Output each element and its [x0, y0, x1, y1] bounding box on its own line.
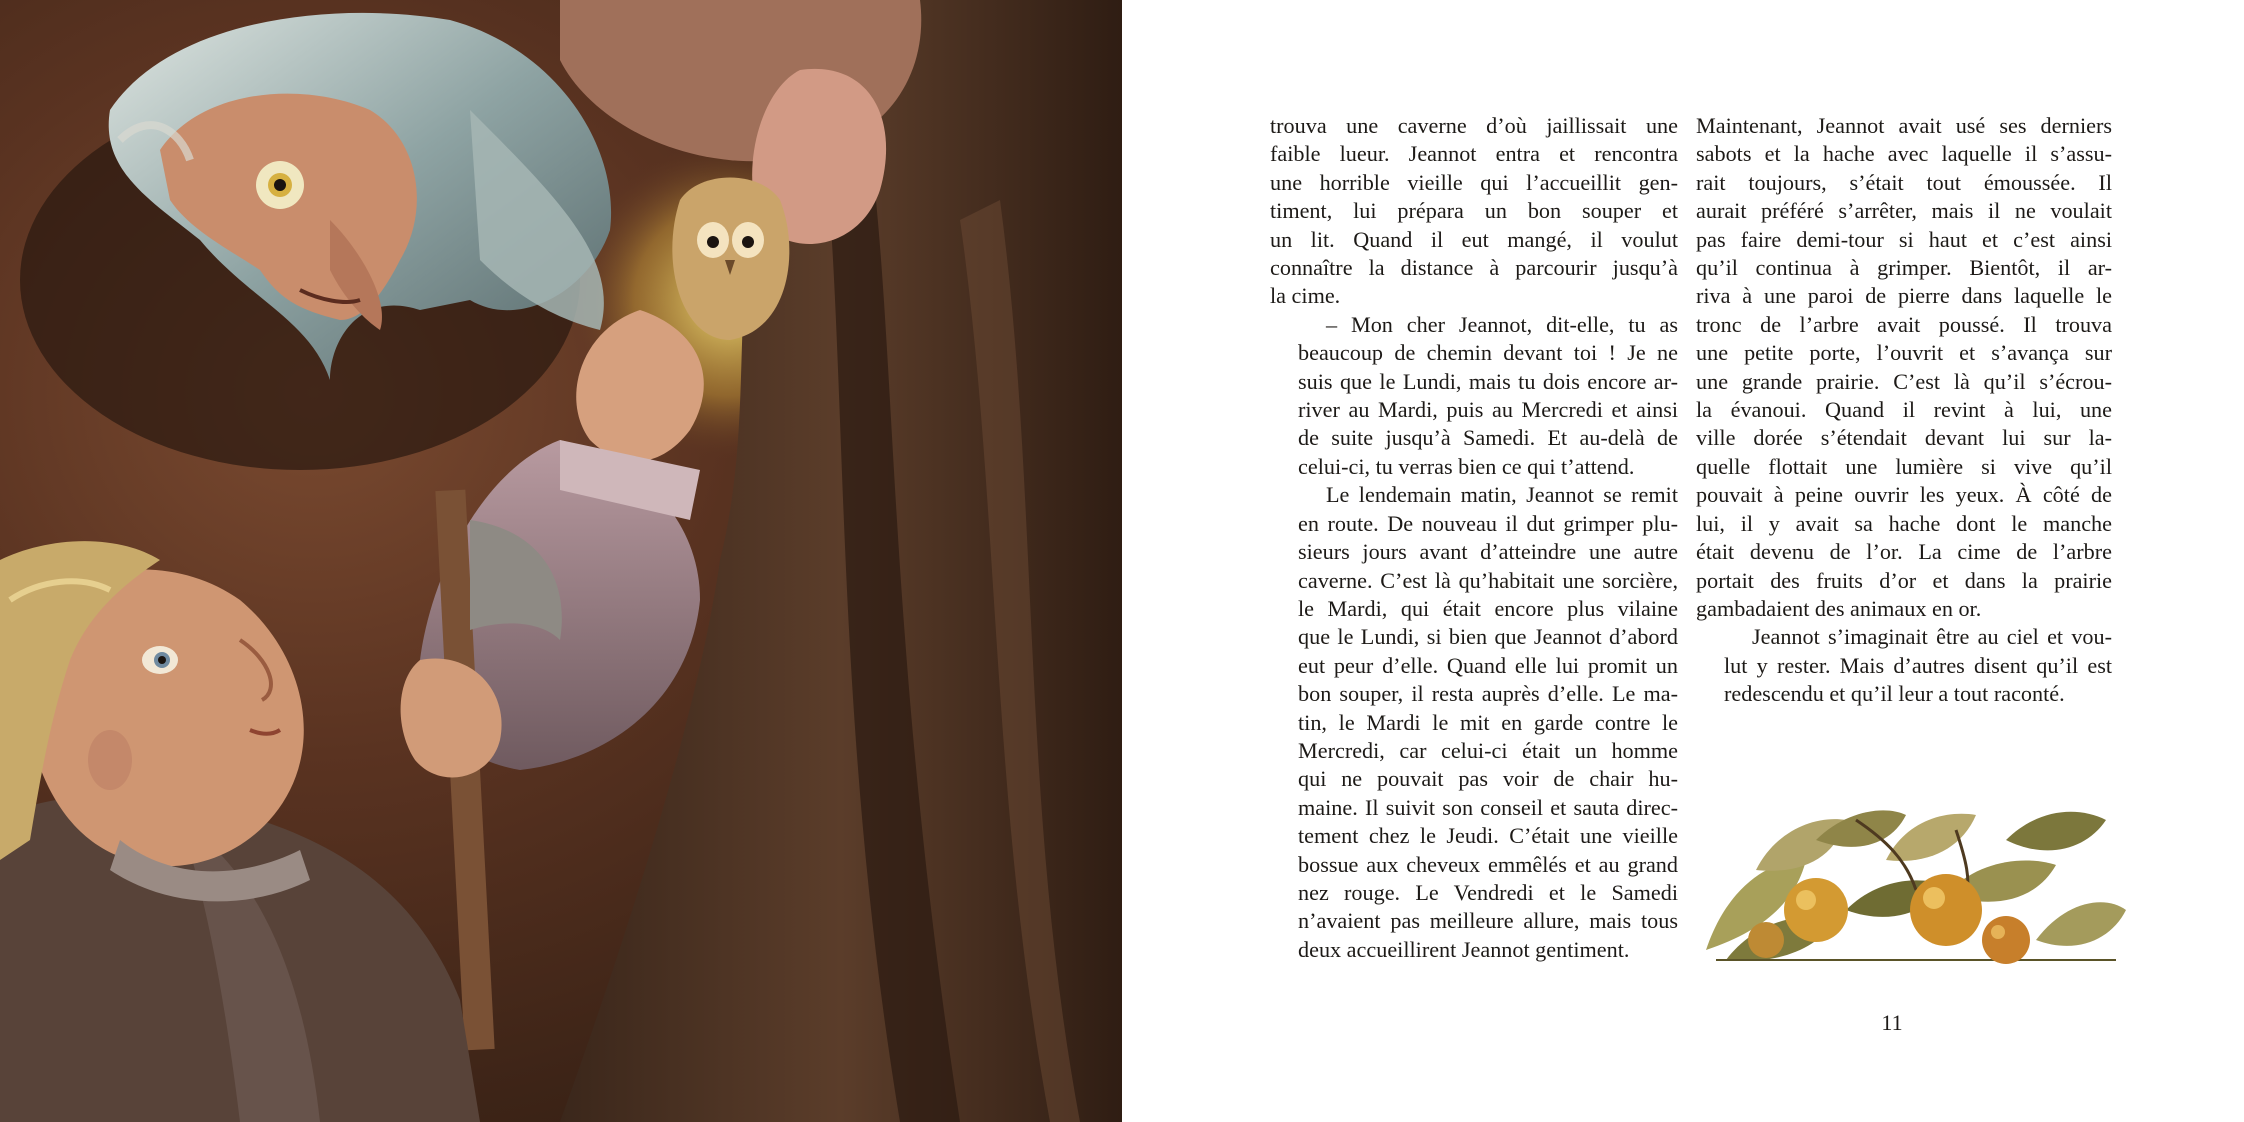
- page-number: 11: [1881, 1010, 1903, 1035]
- text-line: riva à une paroi de pierre dans laquelle le: [1696, 283, 2112, 309]
- text-line: un lit. Quand il eut mangé, il voulut: [1270, 226, 1678, 252]
- text-line: la cime.: [1270, 283, 1341, 309]
- paragraph: [1270, 311, 1678, 481]
- golden-fruit-vignette: [1696, 800, 2132, 970]
- text-line: pouvait à peine ouvrir les yeux. À côté de: [1696, 482, 2112, 508]
- text-line: quelle flottait une lumière si vive qu’il: [1696, 453, 2112, 479]
- text-line: beaucoup de chemin devant toi ! Je ne: [1298, 340, 1678, 366]
- text-line: une horrible vieille qui l’accueillit gen-: [1270, 169, 1678, 195]
- paragraph: [1696, 623, 2112, 708]
- text-line: pas faire demi-tour si haut et c’est ainsi: [1696, 226, 2112, 252]
- text-line: tronc de l’arbre avait poussé. Il trouva: [1696, 311, 2112, 337]
- text-line: trouva une caverne d’où jaillissait une: [1270, 113, 1678, 138]
- text-page: [1122, 0, 2244, 1122]
- text-line: en route. De nouveau il dut grimper plu-: [1298, 510, 1678, 536]
- text-line: lui, il y avait sa hache dont le manche: [1696, 510, 2112, 536]
- text-line: Jeannot s’imaginait être au ciel et vou-: [1752, 624, 2112, 650]
- text-line: qu’il continua à grimper. Bientôt, il ar-: [1696, 255, 2112, 281]
- text-line: river au Mardi, puis au Mercredi et ainsi: [1298, 397, 1678, 423]
- text-line: bossue aux cheveux emmêlés et au grand: [1298, 851, 1678, 877]
- text-line: redescendu et qu’il leur a tout raconté.: [1724, 681, 2065, 707]
- text-line: n’avaient pas meilleure allure, mais tous: [1298, 908, 1678, 934]
- text-line: timent, lui prépara un bon souper et: [1270, 198, 1678, 224]
- text-line: lut y rester. Mais d’autres disent qu’il est: [1724, 652, 2112, 678]
- text-line: était devenu de l’or. La cime de l’arbre: [1696, 539, 2112, 565]
- text-line: tin, le Mardi le mit en garde contre le: [1298, 709, 1678, 735]
- paragraph: [1270, 112, 1678, 311]
- text-column-left: [1270, 112, 1678, 964]
- text-line: eut peur d’elle. Quand elle lui promit un: [1298, 652, 1678, 678]
- text-line: Maintenant, Jeannot avait usé ses derniers: [1696, 113, 2112, 138]
- text-line: ville dorée s’étendait devant lui sur la-: [1696, 425, 2112, 451]
- text-line: portait des fruits d’or et dans la prairie: [1696, 567, 2112, 593]
- text-line: nez rouge. Le Vendredi et le Samedi: [1298, 879, 1678, 905]
- text-line: maine. Il suivit son conseil et sauta direc-: [1298, 794, 1678, 820]
- text-line: suis que le Lundi, mais tu dois encore ar-: [1298, 368, 1678, 394]
- text-line: de suite jusqu’à Samedi. Et au-delà de: [1298, 425, 1678, 451]
- text-line: une petite porte, l’ouvrit et s’avança sur: [1696, 340, 2112, 366]
- text-line: – Mon cher Jeannot, dit-elle, tu as: [1326, 311, 1678, 337]
- text-line: rait toujours, s’était tout émoussée. Il: [1696, 169, 2112, 195]
- text-line: faible lueur. Jeannot entra et rencontra: [1270, 141, 1678, 167]
- text-line: tement chez le Jeudi. C’était une vieille: [1298, 823, 1678, 849]
- text-line: deux accueillirent Jeannot gentiment.: [1298, 936, 1630, 962]
- text-line: gambadaient des animaux en or.: [1696, 595, 1982, 621]
- text-line: une grande prairie. C’est là qu’il s’écrou-: [1696, 368, 2112, 394]
- text-line: bon souper, il resta auprès d’elle. Le ma-: [1298, 681, 1678, 707]
- text-line: sieurs jours avant d’atteindre une autre: [1298, 539, 1678, 565]
- text-line: que le Lundi, si bien que Jeannot d’abord: [1298, 624, 1678, 650]
- text-line: Le lendemain matin, Jeannot se remit: [1326, 482, 1678, 508]
- text-line: caverne. C’est là qu’habitait une sorcière,: [1298, 567, 1678, 593]
- text-line: connaître la distance à parcourir jusqu’à: [1270, 255, 1678, 281]
- text-column-right: [1696, 112, 2112, 709]
- paragraph: [1270, 481, 1678, 964]
- text-line: qui ne pouvait pas voir de chair hu-: [1298, 766, 1678, 792]
- text-line: Mercredi, car celui-ci était un homme: [1298, 737, 1678, 763]
- text-line: la évanoui. Quand il revint à lui, une: [1696, 397, 2112, 423]
- paragraph: [1696, 112, 2112, 623]
- text-line: celui-ci, tu verras bien ce qui t’attend.: [1298, 453, 1635, 479]
- text-line: sabots et la hache avec laquelle il s’assu-: [1696, 141, 2112, 167]
- text-line: aurait préféré s’arrêter, mais il ne voulait: [1696, 198, 2112, 224]
- text-line: le Mardi, qui était encore plus vilaine: [1298, 595, 1678, 621]
